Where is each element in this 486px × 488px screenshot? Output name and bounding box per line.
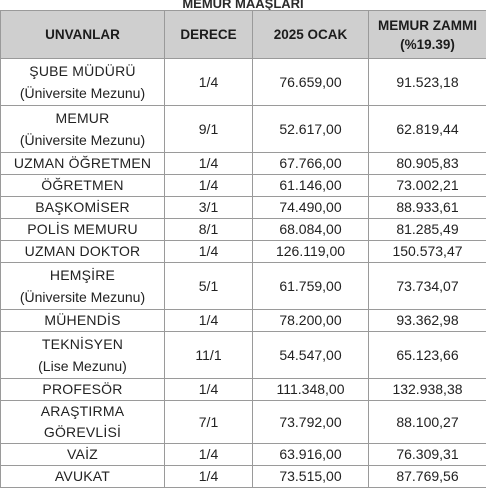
unvan-title: HEMŞİRE xyxy=(1,264,164,286)
cell-derece: 1/4 xyxy=(165,444,253,466)
header-memur-zammi xyxy=(369,11,486,59)
cell-2025-ocak: 68.084,00 xyxy=(253,219,369,241)
cell-unvan xyxy=(1,106,165,153)
cell-2025-ocak: 52.617,00 xyxy=(253,106,369,153)
cell-2025-ocak: 54.547,00 xyxy=(253,332,369,379)
unvan-title: MEMUR xyxy=(1,107,164,129)
cell-2025-ocak: 73.515,00 xyxy=(253,466,369,488)
cell-2025-ocak: 111.348,00 xyxy=(253,379,369,401)
cell-unvan xyxy=(1,379,165,401)
cell-derece: 1/4 xyxy=(165,466,253,488)
cell-derece: 9/1 xyxy=(165,106,253,153)
table-row xyxy=(1,219,486,241)
cell-derece: 1/4 xyxy=(165,59,253,106)
cell-memur-zammi: 81.285,49 xyxy=(369,219,486,241)
table-row xyxy=(1,197,486,219)
header-row xyxy=(1,11,486,59)
table-row xyxy=(1,153,486,175)
cell-2025-ocak: 61.146,00 xyxy=(253,175,369,197)
unvan-title: BAŞKOMİSER xyxy=(1,197,164,218)
unvan-education: (Lise Mezunu) xyxy=(1,355,164,377)
cell-2025-ocak: 63.916,00 xyxy=(253,444,369,466)
table-row xyxy=(1,444,486,466)
table-row xyxy=(1,310,486,332)
unvan-title: ÖĞRETMEN xyxy=(1,175,164,196)
unvan-title: ARAŞTIRMA GÖREVLİSİ xyxy=(1,401,164,443)
cell-memur-zammi: 65.123,66 xyxy=(369,332,486,379)
unvan-education: (Üniversite Mezunu) xyxy=(1,129,164,151)
cell-2025-ocak: 76.659,00 xyxy=(253,59,369,106)
cell-2025-ocak: 67.766,00 xyxy=(253,153,369,175)
unvan-title: MÜHENDİS xyxy=(1,310,164,331)
unvan-title: POLİS MEMURU xyxy=(1,219,164,240)
cell-unvan xyxy=(1,197,165,219)
cell-unvan xyxy=(1,310,165,332)
unvan-title: UZMAN DOKTOR xyxy=(1,241,164,262)
unvan-education: (Üniversite Mezunu) xyxy=(1,286,164,308)
cell-unvan xyxy=(1,332,165,379)
cell-derece: 1/4 xyxy=(165,175,253,197)
unvan-title: ŞUBE MÜDÜRÜ xyxy=(1,60,164,82)
cell-unvan xyxy=(1,219,165,241)
cell-unvan xyxy=(1,153,165,175)
table-row xyxy=(1,106,486,153)
cell-derece: 1/4 xyxy=(165,153,253,175)
cell-memur-zammi: 62.819,44 xyxy=(369,106,486,153)
unvan-title: TEKNİSYEN xyxy=(1,333,164,355)
cell-unvan xyxy=(1,444,165,466)
cell-derece: 5/1 xyxy=(165,263,253,310)
unvan-education: (Üniversite Mezunu) xyxy=(1,82,164,104)
cell-2025-ocak: 126.119,00 xyxy=(253,241,369,263)
cell-derece: 1/4 xyxy=(165,241,253,263)
table-header xyxy=(1,11,486,59)
cell-2025-ocak: 61.759,00 xyxy=(253,263,369,310)
cell-memur-zammi: 80.905,83 xyxy=(369,153,486,175)
cell-memur-zammi: 150.573,47 xyxy=(369,241,486,263)
cell-memur-zammi: 91.523,18 xyxy=(369,59,486,106)
cell-unvan xyxy=(1,175,165,197)
header-zam-title: MEMUR ZAMMI xyxy=(369,16,486,35)
table-row xyxy=(1,175,486,197)
cell-derece: 3/1 xyxy=(165,197,253,219)
table-row xyxy=(1,401,486,444)
cell-derece: 7/1 xyxy=(165,401,253,444)
cell-unvan xyxy=(1,466,165,488)
table-row xyxy=(1,241,486,263)
unvan-title: VAİZ xyxy=(1,444,164,465)
cell-memur-zammi: 88.100,27 xyxy=(369,401,486,444)
cell-derece: 1/4 xyxy=(165,310,253,332)
unvan-title: AVUKAT xyxy=(1,466,164,487)
salary-table xyxy=(0,10,486,488)
cell-memur-zammi: 73.734,07 xyxy=(369,263,486,310)
cell-memur-zammi: 88.933,61 xyxy=(369,197,486,219)
page-title: MEMUR MAAŞLARI xyxy=(0,0,486,10)
header-unvanlar: UNVANLAR xyxy=(1,11,165,59)
cell-memur-zammi: 87.769,56 xyxy=(369,466,486,488)
cell-memur-zammi: 132.938,38 xyxy=(369,379,486,401)
cell-unvan xyxy=(1,263,165,310)
header-zam-rate: (%19.39) xyxy=(369,35,486,54)
table-row xyxy=(1,332,486,379)
table-row xyxy=(1,263,486,310)
unvan-title: UZMAN ÖĞRETMEN xyxy=(1,153,164,174)
cell-derece: 8/1 xyxy=(165,219,253,241)
cell-2025-ocak: 74.490,00 xyxy=(253,197,369,219)
unvan-title: PROFESÖR xyxy=(1,379,164,400)
cell-derece: 11/1 xyxy=(165,332,253,379)
table-row xyxy=(1,379,486,401)
header-2025-ocak: 2025 OCAK xyxy=(253,11,369,59)
table-row xyxy=(1,466,486,488)
cell-memur-zammi: 93.362,98 xyxy=(369,310,486,332)
table-body xyxy=(1,59,486,488)
cell-derece: 1/4 xyxy=(165,379,253,401)
cell-unvan xyxy=(1,59,165,106)
cell-2025-ocak: 78.200,00 xyxy=(253,310,369,332)
header-derece: DERECE xyxy=(165,11,253,59)
cell-unvan xyxy=(1,401,165,444)
table-row xyxy=(1,59,486,106)
cell-memur-zammi: 76.309,31 xyxy=(369,444,486,466)
cell-unvan xyxy=(1,241,165,263)
cell-memur-zammi: 73.002,21 xyxy=(369,175,486,197)
cell-2025-ocak: 73.792,00 xyxy=(253,401,369,444)
